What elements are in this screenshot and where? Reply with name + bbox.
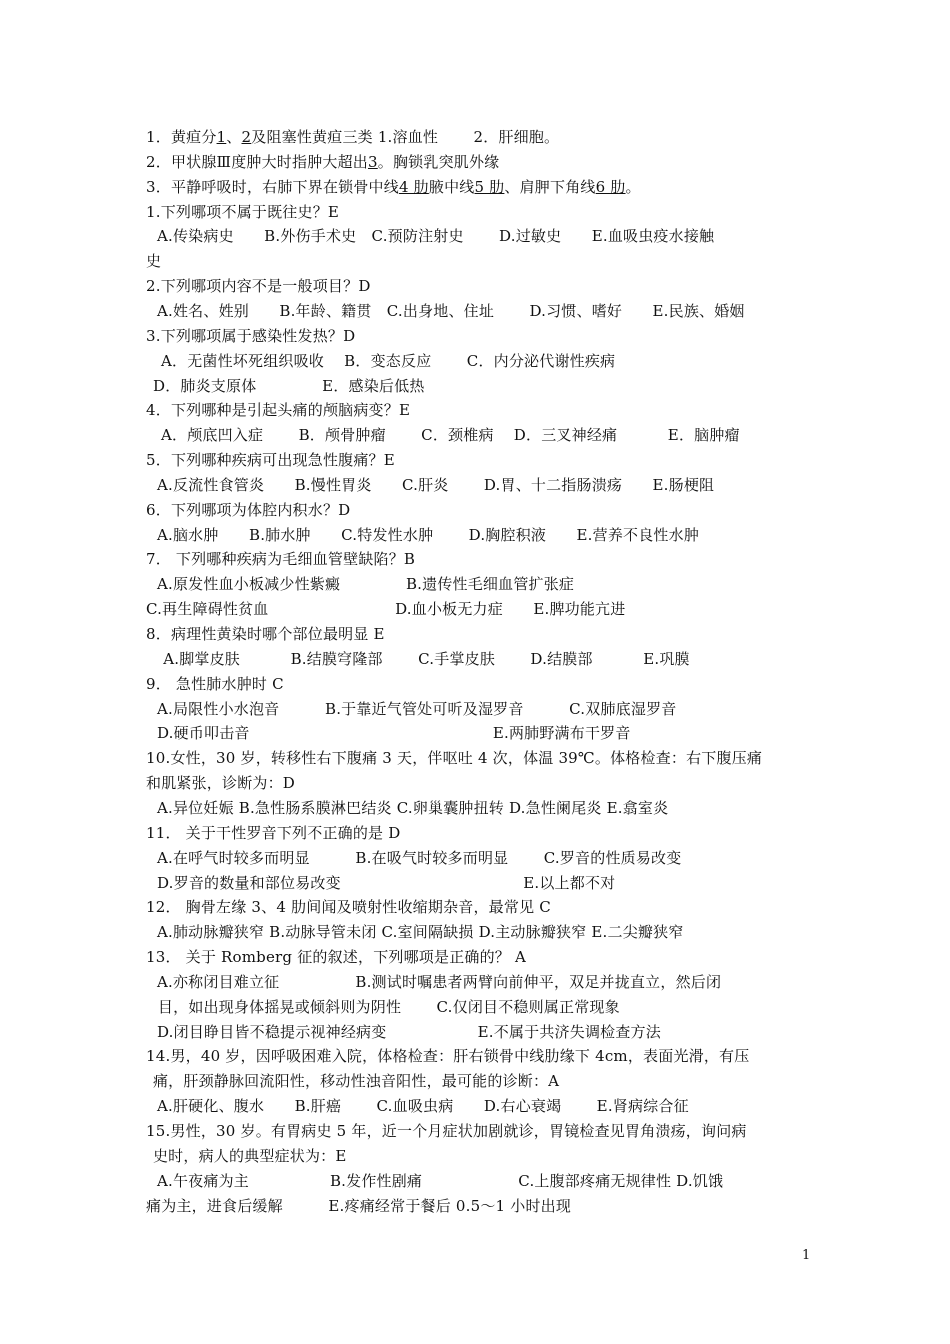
text-segment: 及阻塞性黄疸三类 1.溶血性 2．肝细胞。 [251, 128, 560, 146]
text-segment: 6．下列哪项为体腔内积水？D [146, 500, 351, 519]
text-line [146, 1196, 571, 1216]
text-segment: 11． 关于干性罗音下列不正确的是 D [146, 823, 401, 842]
text-segment: A.异位妊娠 B.急性肠系膜淋巴结炎 C.卵巢囊肿扭转 D.急性阑尾炎 E.翕室炎 [152, 798, 669, 817]
text-line [146, 450, 395, 470]
text-line [152, 475, 714, 495]
text-line [148, 1146, 347, 1166]
text-segment: A.原发性血小板减少性紫癜 B.遗传性毛细血管扩张症 [152, 575, 575, 594]
text-segment: D.硬币叩击音 E.两肺野满布干罗音 [152, 724, 631, 743]
text-line [146, 674, 284, 694]
text-segment: C.再生障碍性贫血 D.血小板无力症 E.脾功能亢进 [146, 600, 626, 619]
text-line [146, 823, 400, 843]
text-segment: 3.下列哪项属于感染性发热？D [146, 326, 356, 345]
text-line [152, 922, 684, 942]
text-segment: A.脚掌皮肤 B.结膜穹隆部 C.手掌皮肤 D.结膜部 E.巩膜 [148, 649, 690, 668]
text-segment: 、 [226, 128, 242, 146]
text-segment: A.在呼气时较多而明显 B.在吸气时较多而明显 C.罗音的性质易改变 [152, 848, 682, 867]
text-segment: 。胸锁乳突肌外缘 [377, 152, 500, 171]
text-segment: A.午夜痛为主 B.发作性剧痛 C.上腹部疼痛无规律性 D.饥饿 [152, 1171, 724, 1190]
text-segment: 9． 急性肺水肿时 C [146, 674, 284, 693]
text-line [146, 202, 339, 222]
answer-blank: 1 [216, 128, 227, 146]
text-line [146, 897, 551, 917]
text-segment: 14.男，40 岁，因呼吸困难入院，体格检查：肝右锁骨中线肋缘下 4cm，表面光滑，有压 [146, 1047, 750, 1066]
text-segment: 13． 关于 Romberg 征的叙述，下列哪项是正确的？ A [146, 948, 526, 967]
text-line [146, 127, 559, 147]
text-line [148, 1071, 559, 1091]
text-segment: 痛，肝颈静脉回流阳性，移动性浊音阳性，最可能的诊断：A [148, 1072, 560, 1091]
text-segment: 目，如出现身体摇晃或倾斜则为阴性 C.仅闭目不稳则属正常现象 [148, 997, 620, 1016]
text-line [152, 699, 676, 719]
text-segment: D．肺炎支原体 E．感染后低热 [148, 376, 425, 395]
page-number: 1 [802, 1248, 811, 1263]
text-segment: 7． 下列哪种疾病为毛细血管壁缺陷？B [146, 550, 416, 569]
text-segment: 3．平静呼吸时，右肺下界在锁骨中线 [146, 177, 399, 196]
text-segment: D.罗音的数量和部位易改变 E.以上都不对 [152, 873, 616, 892]
text-segment: D.闭目睁目皆不稳提示视神经病变 E.不属于共济失调检查方法 [152, 1022, 661, 1041]
text-line [148, 649, 690, 669]
text-line [152, 723, 631, 743]
text-line [152, 873, 615, 893]
text-line [152, 848, 681, 868]
text-segment: 1.下列哪项不属于既往史？E [146, 202, 340, 221]
text-line [146, 500, 350, 520]
text-line [146, 549, 415, 569]
text-segment: A.传染病史 B.外伤手术史 C.预防注射史 D.过敏史 E.血吸虫疫水接触 [152, 227, 715, 246]
text-segment: A.姓名、姓别 B.年龄、籍贯 C.出身地、住址 D.习惯、嗜好 E.民族、婚姻 [152, 301, 745, 320]
text-line [152, 798, 668, 818]
text-segment: 腋中线 [428, 177, 475, 196]
text-line [152, 1171, 723, 1191]
text-line [146, 326, 355, 346]
text-line [156, 425, 740, 445]
text-segment: A.反流性食管炎 B.慢性胃炎 C.肝炎 D.胃、十二指肠溃疡 E.肠梗阻 [152, 475, 715, 494]
answer-blank: 3 [368, 152, 378, 171]
text-line [148, 376, 425, 396]
answer-blank: 4 肋 [398, 177, 429, 196]
text-line [146, 1046, 749, 1066]
text-segment: A.脑水肿 B.肺水肿 C.特发性水肿 D.胸腔积液 E.营养不良性水肿 [152, 525, 700, 544]
text-line [152, 525, 699, 545]
text-line [148, 997, 620, 1017]
text-segment: A．颅底凹入症 B．颅骨肿瘤 C．颈椎病 D．三叉神经痛 E．脑肿瘤 [156, 426, 740, 445]
text-segment: A.肝硬化、腹水 B.肝癌 C.血吸虫病 D.右心衰竭 E.肾病综合征 [152, 1097, 689, 1116]
text-line [152, 574, 574, 594]
text-segment: 15.男性，30 岁。有胃病史 5 年，近一个月症状加剧就诊，胃镜检查见胃角溃疡，询问病 [146, 1122, 747, 1140]
text-segment: 痛为主，进食后缓解 E.疼痛经常于餐后 0.5～1 小时出现 [146, 1196, 572, 1215]
text-segment: 史 [146, 252, 162, 271]
text-segment: 2.下列哪项内容不是一般项目？D [146, 277, 371, 296]
text-segment: A.亦称闭目难立征 B.测试时嘱患者两臂向前伸平，双足并拢直立，然后闭 [152, 972, 722, 991]
text-line [146, 748, 762, 768]
answer-blank: 5 肋 [474, 177, 505, 196]
text-segment: 1．黄疸分 [146, 128, 217, 146]
text-segment: 、肩胛下角线 [504, 177, 596, 196]
answer-blank: 2 [241, 128, 252, 146]
text-line [146, 152, 499, 172]
text-segment: 10.女性，30 岁，转移性右下腹痛 3 天，伴呕吐 4 次，体温 39℃。体格检查：右下腹压痛 [146, 749, 763, 768]
text-line [146, 773, 295, 793]
text-segment: 8．病理性黄染时哪个部位最明显 E [146, 625, 385, 643]
text-line [146, 599, 625, 619]
text-line [152, 972, 721, 992]
text-segment: A．无菌性坏死组织吸收 B．变态反应 C．内分泌代谢性疾病 [156, 351, 616, 370]
text-segment: A.局限性小水泡音 B.于靠近气管处可听及湿罗音 C.双肺底湿罗音 [152, 699, 677, 718]
text-segment: 4．下列哪种是引起头痛的颅脑病变？E [146, 401, 411, 420]
text-segment: 。 [625, 177, 641, 196]
text-segment: 2．甲状腺Ⅲ度肿大时指肿大超出 [146, 152, 369, 171]
text-line [146, 177, 641, 197]
text-line [146, 624, 385, 644]
text-line [146, 400, 410, 420]
text-segment: A.肺动脉瓣狭窄 B.动脉导管未闭 C.室间隔缺损 D.主动脉瓣狭窄 E.二尖瓣狭窄 [152, 923, 684, 942]
text-segment: 和肌紧张，诊断为：D [146, 774, 296, 793]
text-line [146, 947, 526, 967]
text-line [146, 276, 371, 296]
text-line [152, 1022, 661, 1042]
text-segment: 12． 胸骨左缘 3、4 肋间闻及喷射性收缩期杂音，最常见 C [146, 898, 551, 917]
text-line [156, 351, 615, 371]
text-segment: 5．下列哪种疾病可出现急性腹痛？E [146, 451, 395, 470]
text-line [146, 1121, 747, 1141]
text-line [152, 226, 714, 246]
answer-blank: 6 肋 [595, 177, 626, 196]
text-line [152, 1096, 689, 1116]
text-segment: 史时，病人的典型症状为：E [148, 1146, 347, 1165]
text-line [152, 301, 745, 321]
text-line [146, 251, 161, 271]
